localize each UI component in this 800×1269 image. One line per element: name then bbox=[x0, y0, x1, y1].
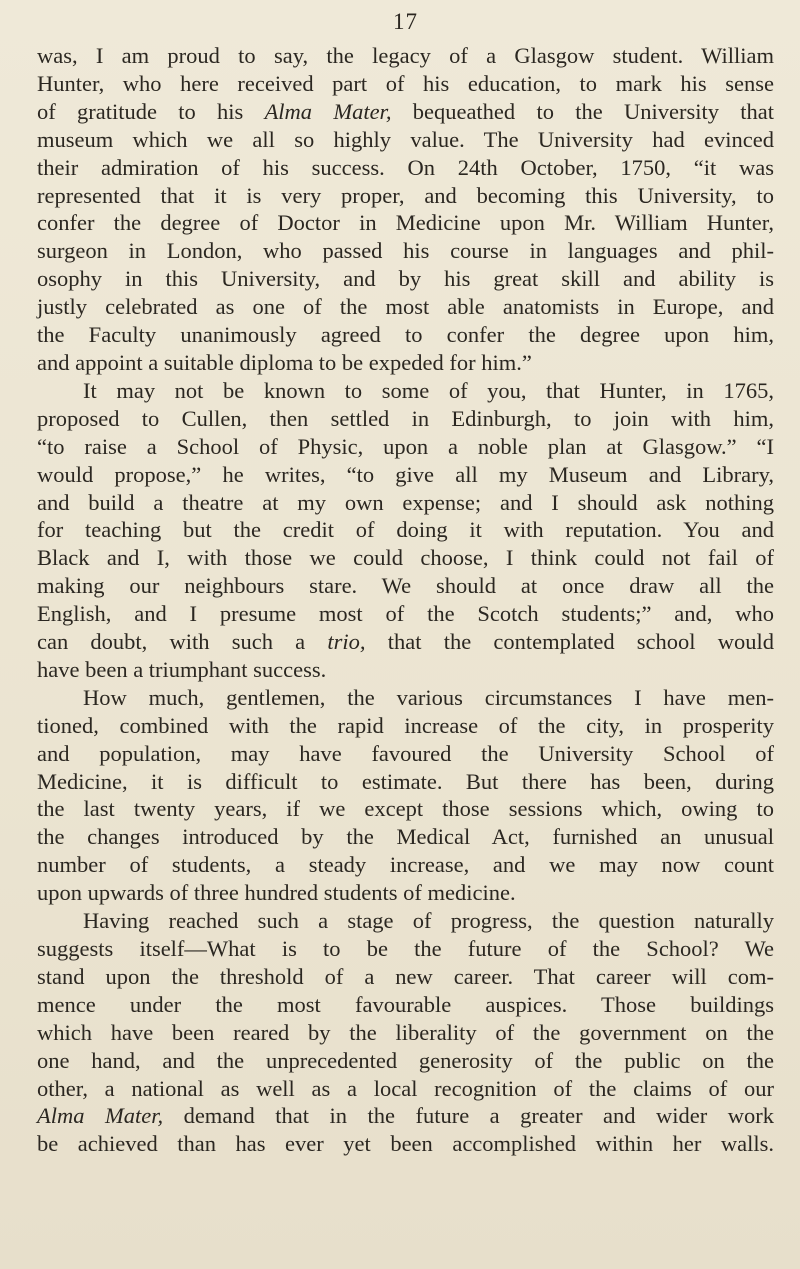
text-line bbox=[37, 265, 774, 293]
text-line bbox=[37, 42, 774, 70]
text-segment: the last twenty years, if we except those sessions which, owing to bbox=[37, 796, 774, 822]
text-segment: justly celebrated as one of the most able anatomists in Europe, and bbox=[37, 294, 774, 320]
text-segment: and population, may have favoured the University School of bbox=[37, 740, 774, 766]
text-segment: and appoint a suitable diploma to be expeded for him.” bbox=[37, 349, 532, 375]
text-line bbox=[37, 823, 774, 851]
text-line bbox=[37, 600, 774, 628]
text-segment: Having reached such a stage of progress, the question naturally bbox=[83, 908, 774, 934]
text-line bbox=[37, 349, 774, 377]
text-segment: would propose,” he writes, “to give all my Museum and Library, bbox=[37, 461, 774, 487]
text-line bbox=[37, 516, 774, 544]
text-segment: their admiration of his success. On 24th October, 1750, “it was bbox=[37, 154, 774, 180]
text-line bbox=[37, 321, 774, 349]
text-segment: one hand, and the unprecedented generosity of the public on the bbox=[37, 1047, 774, 1073]
text-line bbox=[37, 935, 774, 963]
text-line bbox=[37, 209, 774, 237]
text-line bbox=[37, 795, 774, 823]
text-segment: for teaching but the credit of doing it with reputation. You and bbox=[37, 517, 774, 543]
text-segment: have been a triumphant success. bbox=[37, 656, 327, 682]
text-segment: English, and I presume most of the Scotch students;” and, who bbox=[37, 601, 774, 627]
text-segment: tioned, combined with the rapid increase of the city, in prosperity bbox=[37, 712, 774, 738]
text-line bbox=[37, 907, 774, 935]
text-line bbox=[37, 1075, 774, 1103]
text-line bbox=[37, 544, 774, 572]
text-segment: of gratitude to his bbox=[37, 98, 265, 124]
text-segment: making our neighbours stare. We should at once draw all the bbox=[37, 573, 774, 599]
text-segment: and build a theatre at my own expense; and I should ask nothing bbox=[37, 489, 774, 515]
italic-text: trio, bbox=[327, 629, 366, 655]
text-line bbox=[37, 963, 774, 991]
text-line bbox=[37, 182, 774, 210]
text-line bbox=[37, 851, 774, 879]
text-segment: which have been reared by the liberality of the government on the bbox=[37, 1019, 774, 1045]
text-line bbox=[37, 1019, 774, 1047]
text-segment: represented that it is very proper, and becoming this University, to bbox=[37, 182, 774, 208]
text-segment: proposed to Cullen, then settled in Edinburgh, to join with him, bbox=[37, 405, 774, 431]
text-line bbox=[37, 154, 774, 182]
text-segment: other, a national as well as a local recognition of the claims of our bbox=[37, 1075, 774, 1101]
text-line bbox=[37, 1102, 774, 1130]
text-segment: museum which we all so highly value. The University had evinced bbox=[37, 126, 774, 152]
text-segment: suggests itself—What is to be the future of the School? We bbox=[37, 936, 774, 961]
text-segment: upon upwards of three hundred students of medicine. bbox=[37, 880, 516, 906]
body-text bbox=[37, 42, 774, 1158]
text-segment: Medicine, it is difficult to estimate. But there has been, during bbox=[37, 768, 774, 794]
text-line bbox=[37, 461, 774, 489]
text-segment: It may not be known to some of you, that Hunter, in 1765, bbox=[83, 377, 774, 403]
text-segment: How much, gentlemen, the various circumstances I have men- bbox=[83, 684, 774, 710]
text-line bbox=[37, 98, 774, 126]
text-segment: number of students, a steady increase, and we may now count bbox=[37, 852, 774, 878]
text-segment: mence under the most favourable auspices. Those buildings bbox=[37, 991, 774, 1017]
text-line bbox=[37, 684, 774, 712]
italic-text: Alma Mater, bbox=[37, 1103, 164, 1129]
text-line bbox=[37, 572, 774, 600]
text-line bbox=[37, 489, 774, 517]
text-line bbox=[37, 405, 774, 433]
text-segment: Black and I, with those we could choose, I think could not fail of bbox=[37, 545, 774, 571]
text-line bbox=[37, 628, 774, 656]
text-segment: bequeathed to the University that bbox=[391, 98, 774, 124]
text-line bbox=[37, 237, 774, 265]
text-segment: demand that in the future a greater and wider work bbox=[163, 1103, 774, 1129]
text-segment: “to raise a School of Physic, upon a noble plan at Glasgow.” “I bbox=[37, 433, 774, 459]
text-line bbox=[37, 991, 774, 1019]
text-segment: be achieved than has ever yet been accomplished within her walls. bbox=[37, 1131, 774, 1157]
text-segment: osophy in this University, and by his great skill and ability is bbox=[37, 266, 774, 292]
text-segment: that the contemplated school would bbox=[365, 629, 775, 655]
text-segment: surgeon in London, who passed his course in languages and phil- bbox=[37, 238, 774, 264]
text-segment: can doubt, with such a bbox=[37, 629, 328, 655]
text-line bbox=[37, 1047, 774, 1075]
text-line bbox=[37, 768, 774, 796]
page-number: 17 bbox=[393, 9, 418, 34]
text-line bbox=[37, 740, 774, 768]
text-line bbox=[37, 70, 774, 98]
text-segment: the changes introduced by the Medical Act, furnished an unusual bbox=[37, 824, 774, 850]
text-segment: Hunter, who here received part of his education, to mark his sense bbox=[37, 70, 774, 96]
text-line bbox=[37, 712, 774, 740]
text-line bbox=[37, 656, 774, 684]
text-line bbox=[37, 433, 774, 461]
text-line bbox=[37, 377, 774, 405]
text-line bbox=[37, 1130, 774, 1158]
text-line bbox=[37, 879, 774, 907]
text-segment: stand upon the threshold of a new career. That career will com- bbox=[37, 963, 774, 989]
text-segment: the Faculty unanimously agreed to confer the degree upon him, bbox=[37, 322, 774, 348]
italic-text: Alma Mater, bbox=[264, 98, 392, 124]
text-segment: was, I am proud to say, the legacy of a Glasgow student. William bbox=[37, 43, 774, 68]
text-line bbox=[37, 126, 774, 154]
text-line bbox=[37, 293, 774, 321]
text-segment: confer the degree of Doctor in Medicine upon Mr. William Hunter, bbox=[37, 210, 774, 236]
